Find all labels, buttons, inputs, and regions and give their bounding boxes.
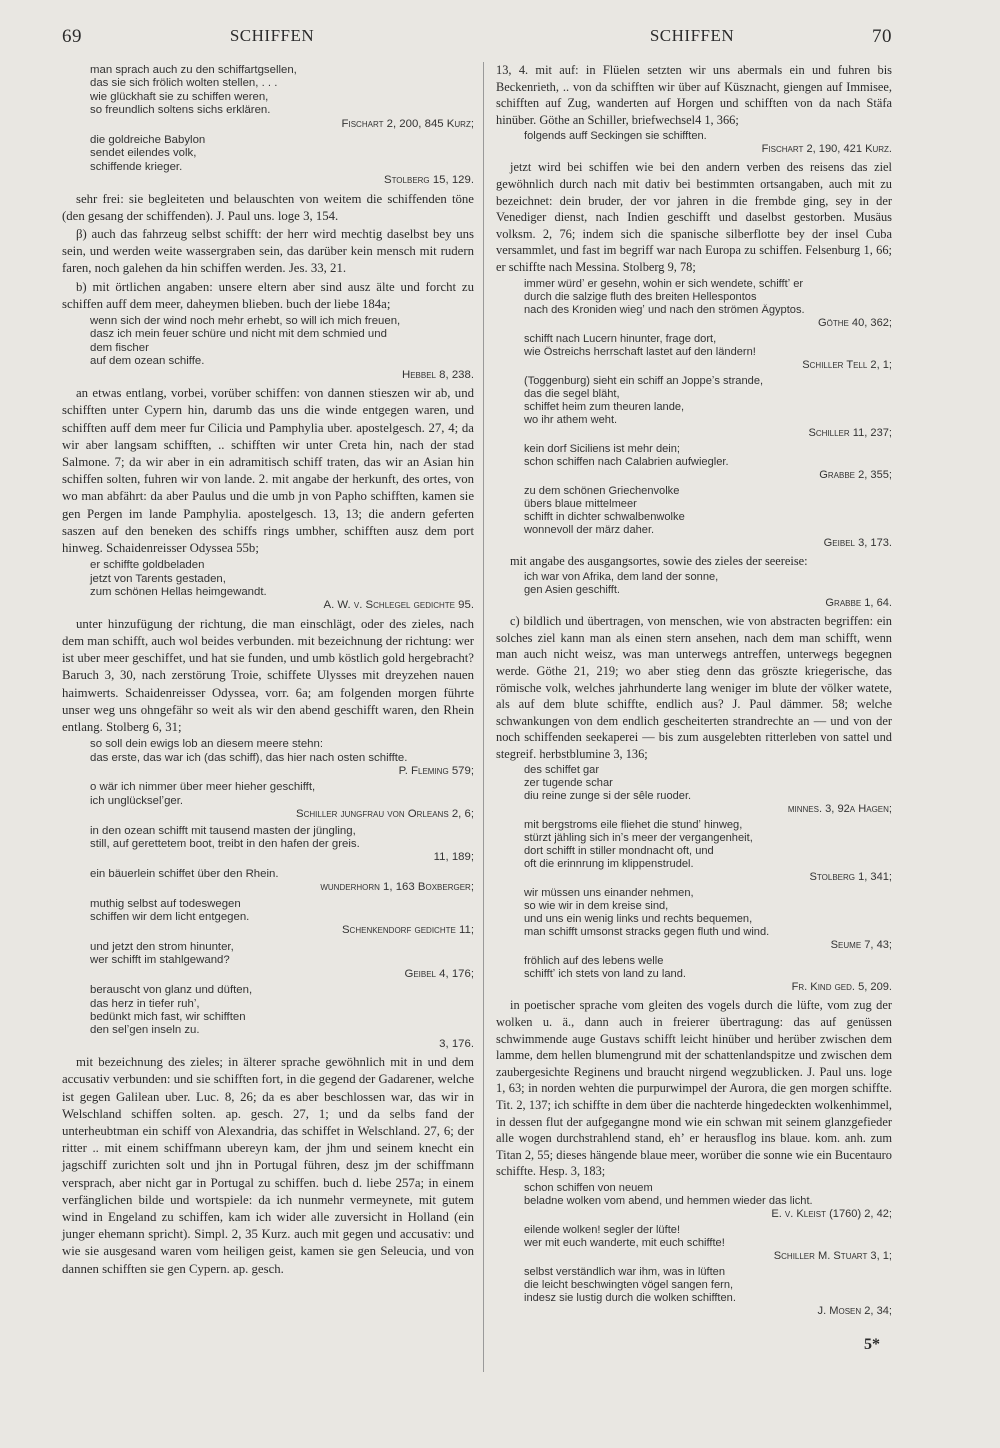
citation-source: Schiller 11, 237; (808, 426, 892, 439)
citation-source: Stolberg 1, 341; (809, 871, 892, 884)
quote-line: nach des Kroniden wiegʼ und nach den strömen Ägyptos. (524, 303, 805, 316)
quote-line: o wär ich nimmer über meer hieher geschifft, (90, 781, 316, 794)
quote-line: so wie wir in dem kreise sind, (524, 900, 669, 913)
quote-line: das herz in tiefer ruhʼ, (90, 997, 200, 1010)
quote-line: stürzt jähling sich inʼs meer der vergangenheit, (524, 832, 753, 845)
citation-quote (62, 134, 474, 188)
citation-source: Seume 7, 43; (830, 939, 892, 952)
quote-line: berauscht von glanz und düften, (90, 984, 253, 997)
citation-quote (496, 333, 892, 372)
citation-quote (496, 1266, 892, 1318)
quote-line: wer schifft im stahlgewand? (90, 954, 230, 967)
citation-quote (496, 571, 892, 610)
citation-source: Hebbel 8, 238. (401, 368, 474, 381)
quote-line: dasz ich mein feuer schüre und nicht mit dem schmied und (90, 328, 387, 341)
quote-line: muthig selbst auf todeswegen (90, 897, 241, 910)
quote-line: des schiffet gar (524, 764, 600, 777)
left-page-header (62, 26, 482, 50)
right-running-head: SCHIFFEN (649, 26, 735, 45)
quote-line: wo ihr athem weht. (524, 413, 618, 426)
citation-quote (62, 898, 474, 938)
quote-line: gen Asien geschifft. (524, 584, 621, 597)
quote-line: schifft in dichter schwalbenwolke (524, 510, 685, 523)
quote-line: wie glückhaft sie zu schiffen weren, (90, 90, 269, 103)
quote-line: immer würdʼ er gesehn, wohin er sich wendete, schifftʼ er (524, 277, 804, 290)
quote-line: wer mit euch wanderte, mit euch schiffte! (524, 1237, 725, 1249)
quote-line: zer tugende schar (524, 777, 613, 790)
citation-source: Geibel 3, 173. (823, 536, 892, 549)
quote-line: durch die salzige fluth des breiten Hellespontos (524, 290, 757, 303)
column-divider (483, 62, 484, 1372)
quote-line: eilende wolken! segler der lüfte! (524, 1224, 681, 1236)
citation-source: Schenkendorf gedichte 11; (341, 924, 474, 937)
signature-mark: 5* (864, 1336, 880, 1353)
entry-paragraph: mit angabe des ausgangsortes, sowie des zieles der seereise: (510, 553, 808, 568)
left-column (62, 62, 474, 1279)
citation-quote (62, 941, 474, 981)
citation-source: Geibel 4, 176; (404, 967, 474, 980)
quote-line: das die segel bläht, (524, 387, 620, 400)
quote-line: man sprach auch zu den schiffartgsellen, (90, 64, 297, 76)
citation-quote (62, 559, 474, 613)
citation-source: Grabbe 1, 64. (825, 597, 892, 610)
citation-source: Schiller Tell 2, 1; (802, 358, 892, 371)
citation-source: Grabbe 2, 355; (819, 468, 892, 481)
citation-quote (496, 375, 892, 440)
citation-quote (496, 955, 892, 994)
left-page-number: 69 (62, 26, 82, 47)
quote-line: beladne wolken vom abend, und hemmen wieder das licht. (524, 1195, 813, 1207)
quote-line: fröhlich auf des lebens welle (524, 955, 664, 968)
quote-line: die goldreiche Babylon (90, 134, 206, 147)
quote-line: die leicht beschwingten vögel sangen fern, (524, 1279, 734, 1291)
citation-quote (62, 64, 474, 131)
left-running-head: SCHIFFEN (229, 26, 315, 45)
entry-paragraph: mit bezeichnung des zieles; in älterer sprache gewöhnlich mit in und dem accusativ verbunden: und sie schifften fort, in die gegend der Gadarener, welche ist gegen Galilean uber. Luc. 8, 26; da es aber beschlossen war, das wir in Welschland schiffen solten. ap. gesch. 27, 1; und da selbs fand der unterheubtman ein schiff von Alexandria, das schiffet in Welschland. 27, 6; der ritter .. mit einem schiffmann ubereyn kam, der jhm und seinem knecht ein jagschiff zurichten solt und jhn in Portugal führen, desz jm der schiffmann versprach, aber nicht gar in Portugal zu schiffen. buch d. liebe 257a; in einem verfänglichen bilde und wortspiele: da ich nunmehr vermeynete, mit gutem wind in Engeland zu schiffen, kam ich wider alle zuversicht in Holland (ein junger ehemann spricht). Simpl. 2, 35 Kurz. auch mit gegen und accusativ: und wie sie ausgesand waren vom heiligen geist, kamen sie gen Seleucia, und von dannen schifften sie gen Cypern. ap. gesch. (62, 1055, 474, 1276)
citation-quote (62, 984, 474, 1051)
quote-line: indesz sie lustig durch die wolken schifften. (524, 1292, 736, 1304)
citation-source: minnes. 3, 92a Hagen; (787, 803, 892, 816)
citation-source: Göthe 40, 362; (817, 316, 892, 329)
citation-quote (62, 781, 474, 821)
citation-source: Fischart 2, 190, 421 Kurz. (761, 143, 892, 156)
quote-line: und uns ein wenig links und rechts bequemen, (524, 913, 753, 926)
citation-quote (62, 868, 474, 895)
quote-line: schifftʼ ich stets von land zu land. (524, 968, 686, 981)
quote-line: still, auf gerettetem boot, treibt in den hafen der greis. (90, 838, 360, 851)
right-column (496, 62, 892, 1321)
citation-source: A. W. v. Schlegel gedichte 95. (323, 599, 474, 612)
quote-line: jetzt von Tarents gestaden, (90, 572, 226, 585)
entry-paragraph: β) auch das fahrzeug selbst schifft: der herr wird mechtig daselbst bey uns sein, und werden weite wassergraben sein, das darüber kein mensch mit rudern faren, noch galehen da hin schiffen werden. Jes. 33, 21. (62, 227, 474, 276)
quote-line: selbst verständlich war ihm, was in lüften (524, 1266, 726, 1278)
quote-line: schifft nach Lucern hinunter, frage dort, (524, 332, 717, 345)
right-page-number: 70 (872, 26, 892, 47)
citation-source: J. Mosen 2, 34; (817, 1305, 892, 1317)
citation-quote (496, 1182, 892, 1221)
citation-source: 11, 189; (433, 851, 474, 864)
quote-line: zum schönen Hellas heimgewandt. (90, 585, 267, 598)
citation-quote (62, 315, 474, 382)
quote-line: das sie sich frölich wolten stellen, . . . (90, 77, 278, 90)
citation-source: wunderhorn 1, 163 Boxberger; (320, 881, 474, 894)
citation-quote (496, 819, 892, 884)
quote-line: dort schifft in stiller mondnacht oft, und (524, 845, 714, 858)
citation-source: E. v. Kleist (1760) 2, 42; (771, 1208, 892, 1220)
quote-line: man schifft umsonst stracks gegen fluth und wind. (524, 926, 770, 939)
entry-paragraph: c) bildlich und übertragen, von menschen, wie von abstracten begriffen: ein solches ziel kann man als einen stern ansehen, nach dem man schifft, wenn man auch nicht weisz, was man unterwegs antreffen, unterwegs begegnen werde. Göthe 21, 219; wo aber stieg denn das gröszte kriegerische, das römische volk, welches jahrhunderte lang weniger im blute der völker watete, als auf dem blute schiffte, endlich aus? J. Paul dämmer. 58; welche schwankungen von dem endlich gescheiterten strandrechte an — und von der noch schiffenden seekaperei — bis zum ausgelebten ritterleben von sattel und stegreif. herbstblumine 3, 136; (496, 614, 892, 761)
citation-quote (496, 887, 892, 952)
quote-line: dem fischer (90, 341, 149, 354)
quote-line: er schiffte goldbeladen (90, 559, 205, 572)
quote-line: wie Östreichs herrschaft lastet auf den ländern! (524, 345, 756, 358)
citation-source: Stolberg 15, 129. (383, 174, 474, 187)
right-page-header (492, 26, 892, 50)
quote-line: schiffet heim zum theuren lande, (524, 400, 685, 413)
quote-line: oft die erinnrung im klippenstrudel. (524, 858, 694, 871)
citation-quote (496, 764, 892, 816)
entry-paragraph: b) mit örtlichen angaben: unsere eltern aber sind ausz älte und forcht zu schiffen auff dem meer, daheymen blieben. buch der liebe 184a; (62, 279, 474, 311)
citation-source: Fr. Kind ged. 5, 209. (791, 981, 892, 994)
quote-line: ich war von Afrika, dem land der sonne, (524, 571, 719, 584)
quote-line: in den ozean schifft mit tausend masten der jüngling, (90, 824, 356, 837)
citation-source: Schiller M. Stuart 3, 1; (773, 1250, 892, 1262)
quote-line: übers blaue mittelmeer (524, 497, 637, 510)
citation-source: 3, 176. (439, 1037, 474, 1050)
citation-quote (62, 825, 474, 865)
entry-paragraph: 13, 4. mit auf: in Flüelen setzten wir uns abermals ein und fuhren bis Beckenrieth, .. von da schifften wir über auf Küsznacht, giengen auf Immisee, schifften auf Zug, wanderten auf Horgen und schifften von da nach Stäfa hinüber. Göthe an Schiller, briefwechsel4 1, 366; (496, 63, 892, 127)
quote-line: diu reine zunge si der sêle ruoder. (524, 790, 692, 803)
quote-line: schon schiffen von neuem (524, 1182, 653, 1194)
quote-line: bedünkt mich fast, wir schifften (90, 1010, 246, 1023)
quote-line: wonnevoll der märz daher. (524, 523, 655, 536)
citation-quote (496, 278, 892, 330)
citation-source: P. Fleming 579; (398, 765, 474, 777)
entry-paragraph: sehr frei: sie begleiteten und belauschten von weitem die schiffenden töne (den gesang der schiffenden). J. Paul uns. loge 3, 154. (62, 191, 474, 223)
entry-paragraph: unter hinzufügung der richtung, die man einschlägt, oder des zieles, nach dem man schifft, auch wol beides verbunden. mit bezeichnung der richtung: wer ist uber meer geschiffet, und hat sie funden, und umb köstlich gold hergebracht? Baruch 3, 30, nach zerstörung Troie, schiffete Ulysses mit dreyzehen nauen haimwerts. Schaidenreisser Odyssea, vorr. 6a; am folgenden morgen führte unser weg uns ohngefähr so weit als wir den abend geschifft waren, den Rhein entlang. Stolberg 6, 31; (62, 616, 474, 734)
entry-paragraph: an etwas entlang, vorbei, vorüber schiffen: von dannen stieszen wir ab, und schifften unter Cypern hin, darumb das uns die winde entgegen waren, und schifften auff dem meer fur Cilicia und Pamphylia uber. apostelgesch. 27, 4; da wir aber langsam schifften, .. schifften wir unter Creta hin, nach der stad Salmone. 7; da wir aber in ein adramitisch schiff traten, das wir an Asian hin schiffen solten, fuhren wir von lande. 2. mit angabe der herkunft, des ortes, von wo man abfährt: da aber Paulus und die umb jn von Papho schifften, kamen sie gen Pergen im lande Pamphylia. apostelgesch. 13, 13; die andern geferten saszen auf den beneken des schiffs rings umbher, schifften ausz dem port hinweg. Schaidenreisser Odyssea 55b; (62, 386, 474, 555)
quote-line: ich unglückselʼger. (90, 794, 184, 807)
quote-line: kein dorf Siciliens ist mehr dein; (524, 442, 680, 455)
quote-line: und jetzt den strom hinunter, (90, 940, 234, 953)
citation-quote (496, 130, 892, 156)
citation-quote (496, 1224, 892, 1263)
quote-line: sendet eilendes volk, (90, 147, 197, 160)
quote-line: so soll dein ewigs lob an diesem meere stehn: (90, 738, 324, 751)
quote-line: ein bäuerlein schiffet über den Rhein. (90, 867, 279, 880)
entry-paragraph: in poetischer sprache vom gleiten des vogels durch die lüfte, vom zug der wolken u. ä., dann auch in freierer übertragung: das auf genüssen schwimmende auge Gustavs schifft leicht hinüber und herüber zwischen dem lamme, dem hellen blumengrund mit der schattenlandspitze und zwischen dem zaubergesichte Reginens und braucht nirgend wegzublicken. J. Paul uns. loge 1, 63; in norden wehten die purpurwimpel der Aurora, die gen morgen schiffte. Tit. 2, 137; ich schiffte in dem über die nachterde hingedeckten wolkenhimmel, in dessen flut der aufgegangne mond wie ein schwan mit seinem glanzgefieder alle wogen durchstrahlend stand, ehʼ er herausflog ins blaue. kom. anh. zum Titan 2, 55; dieses hängende blaue meer, worüber die sonne wie ein Bucentauro schiffte. Hesp. 3, 183; (496, 998, 892, 1179)
quote-line: schon schiffen nach Calabrien aufwiegler. (524, 455, 729, 468)
quote-line: schiffen wir dem licht entgegen. (90, 911, 250, 924)
citation-quote (496, 485, 892, 550)
quote-line: folgends auff Seckingen sie schifften. (524, 130, 707, 143)
quote-line: (Toggenburg) sieht ein schiff an Joppeʼs strande, (524, 374, 764, 387)
citation-quote (496, 443, 892, 482)
citation-source: Schiller jungfrau von Orleans 2, 6; (296, 808, 474, 821)
citation-quote (62, 738, 474, 778)
quote-line: schiffende krieger. (90, 160, 183, 173)
quote-line: mit bergstroms eile fliehet die stundʼ hinweg, (524, 819, 743, 832)
quote-line: wir müssen uns einander nehmen, (524, 887, 694, 900)
quote-line: so freundlich soltens sichs erklären. (90, 104, 271, 117)
quote-line: das erste, das war ich (das schiff), das hier nach osten schiffte. (90, 751, 408, 764)
quote-line: zu dem schönen Griechenvolke (524, 484, 680, 497)
quote-line: wenn sich der wind noch mehr erhebt, so will ich mich freuen, (90, 315, 401, 328)
quote-line: auf dem ozean schiffe. (90, 355, 205, 368)
entry-paragraph: jetzt wird bei schiffen wie bei den andern verben des reisens das ziel gewöhnlich durch nach mit dativ bei bestimmten ortsangaben, auch mit zu bezeichnet: dein bruder, der vor jahren in die frembde ging, sey in der Venediger dienst, nach Indien geschifft und daselbst gestorben. Musäus volksm. 2, 76; indem sich die spanische silberflotte bey der insel Cuba versammlet, und fast im begriff war nach Europa zu schiffen. Felsenburg 1, 66; er schiffte nach Messina. Stolberg 9, 78; (496, 160, 892, 274)
quote-line: den selʼgen inseln zu. (90, 1024, 200, 1037)
citation-source: Fischart 2, 200, 845 Kurz; (341, 117, 474, 130)
